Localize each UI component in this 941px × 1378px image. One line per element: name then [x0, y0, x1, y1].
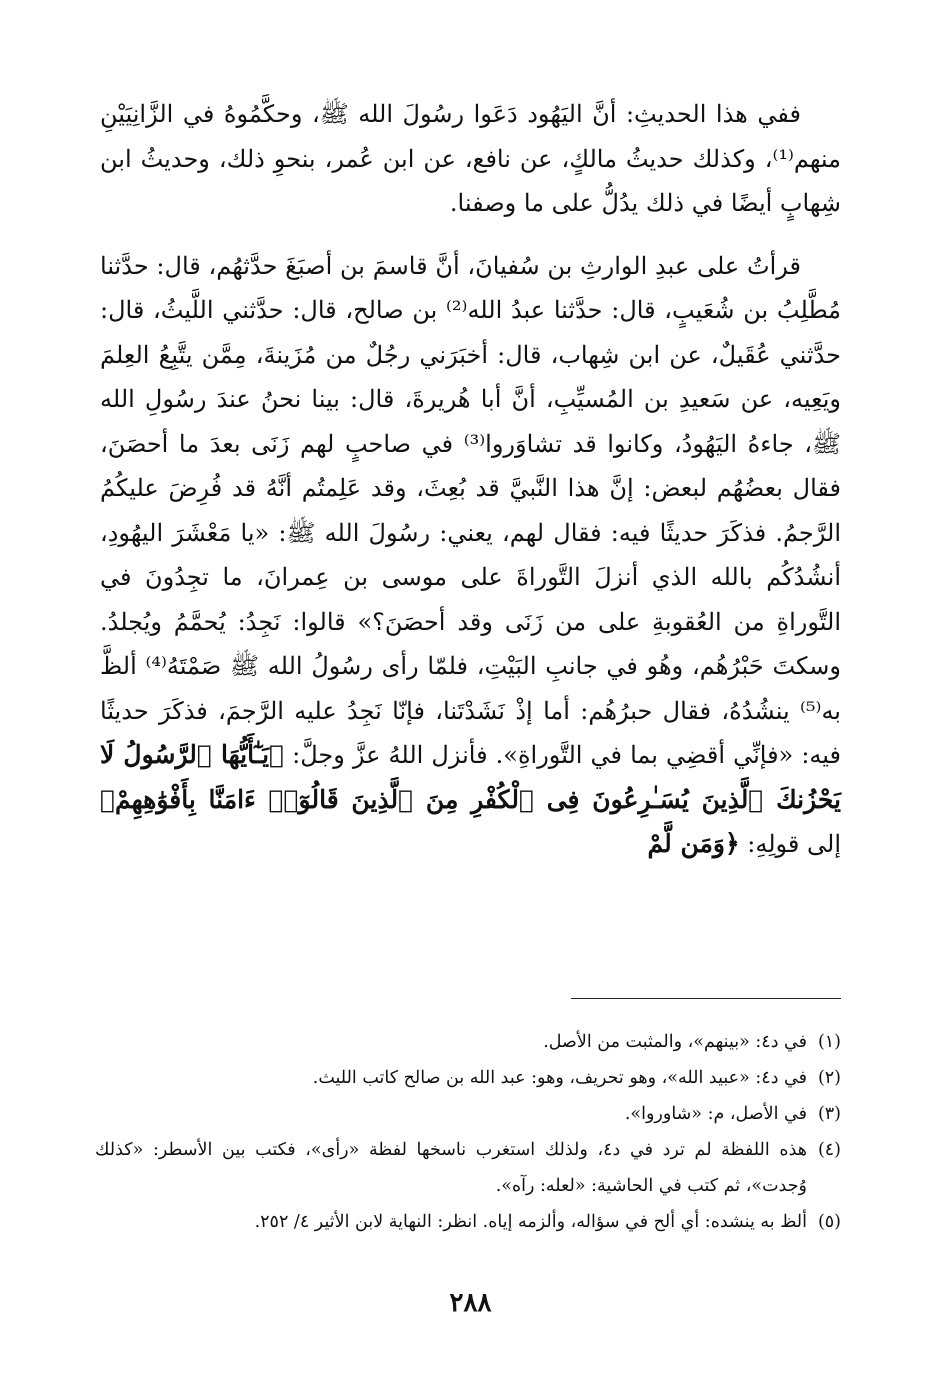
footnote-2: [95, 1060, 841, 1096]
footnote-number: (٤): [817, 1140, 841, 1160]
footnote-number: (٥): [817, 1212, 841, 1232]
footnote-number: (٣): [817, 1104, 841, 1124]
footnote-text: هذه اللفظة لم ترد في د٤، ولذلك استغرب ناسخها لفظة «رأى»، فكتب بين الأسطر: «كذلك وُجدت»، ثم كتب في الحاشية: «لعله: رآه».: [95, 1140, 807, 1196]
footnote-text: ألظ به ينشده: أي ألح في سؤاله، وألزمه إياه. انظر: النهاية لابن الأثير ٤/ ٢٥٢.: [254, 1212, 807, 1232]
quran-verse-1: ﴿يَـٰٓأَيُّهَا ٱلرَّسُولُ لَا يَحْزُنكَ ٱلَّذِينَ يُسَـٰرِعُونَ فِى ٱلْكُفْرِ مِنَ ٱلَّذِينَ قَالُوٓا۟ ءَامَنَّا بِأَفْوَٰهِهِمْ﴾: [100, 740, 841, 814]
footnote-1: [95, 1024, 841, 1060]
paragraph-2-connector: إلى قولِهِ:: [747, 830, 841, 858]
main-text: [100, 92, 841, 867]
footnote-text: في د٤: «بينهم»، والمثبت من الأصل.: [543, 1032, 807, 1052]
quran-verse-2: ﴿وَمَن لَّمْ: [647, 829, 740, 858]
footnote-4: [95, 1132, 841, 1204]
paragraph-2: [100, 244, 841, 867]
footnote-5: [95, 1204, 841, 1240]
footnote-number: (١): [817, 1032, 841, 1052]
paragraph-1-text: ففي هذا الحديثِ: أنَّ اليَهُود دَعَوا رسُولَ الله ﷺ، وحكَّمُوهُ في الزَّانِيَيْنِ منهم⁽¹⁾، وكذلك حديثُ مالكٍ، عن نافع، عن ابن عُمر، بنحوِ ذلك، وحديثُ ابن شِهابٍ أيضًا في ذلك يدُلُّ على ما وصفنا.: [100, 100, 841, 217]
footnote-3: [95, 1096, 841, 1132]
footnote-number: (٢): [817, 1068, 841, 1088]
footnote-text: في د٤: «عبيد الله»، وهو تحريف، وهو: عبد الله بن صالح كاتب الليث.: [312, 1068, 807, 1088]
footnotes: [95, 1024, 841, 1240]
page-number: ٢٨٨: [449, 1288, 492, 1318]
footnote-divider: [571, 998, 841, 999]
footnote-text: في الأصل، م: «شاوروا».: [624, 1104, 807, 1124]
paragraph-2-text: قرأتُ على عبدِ الوارثِ بن سُفيانَ، أنَّ قاسمَ بن أصبَغَ حدَّثهُم، قال: حدَّثنا مُطَّلِبُ بن شُعَيبٍ، قال: حدَّثنا عبدُ الله⁽²⁾ بن صالح، قال: حدَّثني اللَّيثُ، قال: حدَّثني عُقَيلٌ، عن ابن شِهاب، قال: أخبَرَني رجُلٌ من مُزَينةَ، مِمَّن يتَّبِعُ العِلمَ ويَعِيه، عن سَعيدِ بن المُسيِّبِ، أنَّ أبا هُريرةَ، قال: بينا نحنُ عندَ رسُولِ الله ﷺ، جاءهُ اليَهُودُ، وكانوا قد تشاوَروا⁽³⁾ في صاحبٍ لهم زَنَى بعدَ ما أحصَنَ، فقال بعضُهُم لبعض: إنَّ هذا النَّبيَّ قد بُعِثَ، وقد عَلِمتُم أنَّهُ قد فُرِضَ عليكُمُ الرَّجمُ. فذكَرَ حديثًا فيه: فقال لهم، يعني: رسُولَ الله ﷺ: «يا مَعْشَرَ اليهُودِ، أنشُدُكُم بالله الذي أنزلَ التَّوراةَ على موسى بن عِمرانَ، ما تجِدُونَ في التَّوراةِ من العُقوبةِ على من زَنَى وقد أحصَنَ؟» قالوا: نَجِدُ: يُحمَّمُ ويُجلدُ. وسكتَ حَبْرُهُم، وهُو في جانبِ البَيْتِ، فلمّا رأى رسُولُ الله ﷺ صَمْتَهُ⁽⁴⁾ ألظَّ به⁽⁵⁾ ينشُدُهُ، فقال حبرُهُم: أما إذْ نَشَدْتَنا، فإنّا نَجِدُ عليه الرَّجمَ، فذكَرَ حديثًا فيه: «فإنِّي أقضِي بما في التَّوراةِ». فأنزل اللهُ عزَّ وجلَّ:: [100, 251, 842, 769]
paragraph-1: [100, 92, 841, 226]
